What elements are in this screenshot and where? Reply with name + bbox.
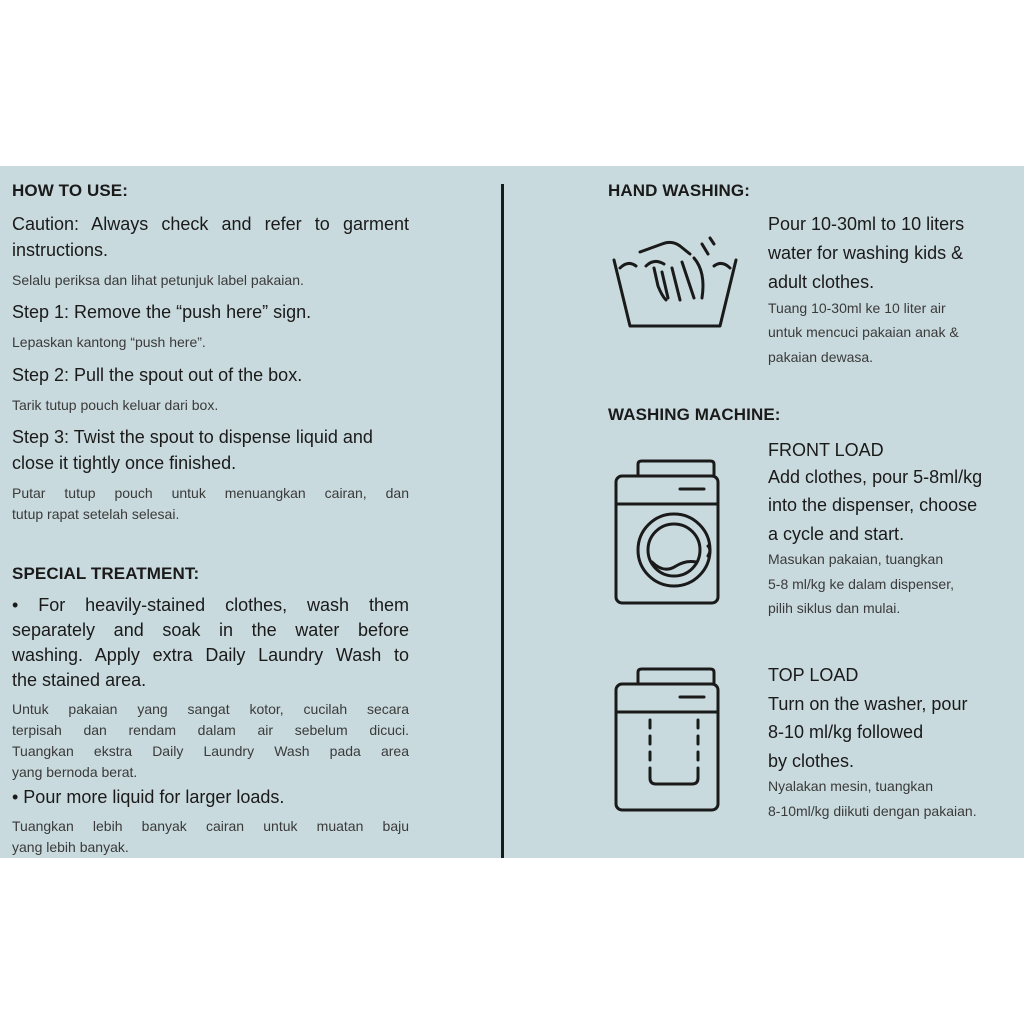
step3-text-cont: close it tightly once finished. [12, 453, 237, 473]
front-load-washer-icon [612, 458, 722, 608]
front-load-title: FRONT LOAD [768, 440, 884, 460]
front-load-text-3: a cycle and start. [768, 524, 905, 544]
top-load-text-2: 8-10 ml/kg followed [768, 722, 924, 742]
top-load-washer-icon [612, 666, 722, 814]
bullet1-text: • For heavily-stained clothes, wash them [12, 595, 409, 615]
hand-wash-icon [610, 228, 740, 332]
bullet1-text-2: separately and soak in the water before [12, 620, 409, 640]
column-divider [501, 184, 504, 858]
hand-wash-text-2: water for washing kids & [768, 243, 964, 263]
caution-text-cont: instructions. [12, 240, 109, 260]
bullet1-text-id-2: terpisah dan rendam dalam air sebelum dicuci. [12, 722, 409, 738]
front-load-text-id-3: pilih siklus dan mulai. [768, 600, 901, 616]
step3-text: Step 3: Twist the spout to dispense liquid and [12, 427, 373, 447]
how-to-use-heading: HOW TO USE: [12, 181, 129, 200]
top-load-text-3: by clothes. [768, 751, 855, 771]
top-load-text: Turn on the washer, pour [768, 694, 968, 714]
step2-text-id: Tarik tutup pouch keluar dari box. [12, 397, 219, 413]
front-load-text: Add clothes, pour 5-8ml/kg [768, 467, 983, 487]
bullet1-text-4: the stained area. [12, 670, 147, 690]
bullet1-text-id: Untuk pakaian yang sangat kotor, cucilah secara [12, 701, 409, 717]
caution-text-id: Selalu periksa dan lihat petunjuk label pakaian. [12, 272, 304, 288]
hand-wash-text-3: adult clothes. [768, 272, 875, 292]
front-load-text-2: into the dispenser, choose [768, 495, 978, 515]
hand-wash-text: Pour 10-30ml to 10 liters [768, 214, 965, 234]
step3-text-id: Putar tutup pouch untuk menuangkan cairan, dan [12, 485, 409, 501]
top-load-text-id-2: 8-10ml/kg diikuti dengan pakaian. [768, 803, 977, 819]
bullet2-text: • Pour more liquid for larger loads. [12, 787, 285, 807]
washing-machine-heading: WASHING MACHINE: [608, 405, 781, 424]
bullet1-text-3: washing. Apply extra Daily Laundry Wash to [12, 645, 409, 665]
hand-wash-text-id-2: untuk mencuci pakaian anak & [768, 324, 959, 340]
step1-text-id: Lepaskan kantong “push here”. [12, 334, 206, 350]
step2-text: Step 2: Pull the spout out of the box. [12, 365, 303, 385]
caution-text: Caution: Always check and refer to garment [12, 214, 409, 234]
bullet2-text-id: Tuangkan lebih banyak cairan untuk muatan baju [12, 818, 409, 834]
special-treatment-heading: SPECIAL TREATMENT: [12, 564, 200, 583]
front-load-text-id: Masukan pakaian, tuangkan [768, 551, 944, 567]
bullet1-text-id-4: yang bernoda berat. [12, 764, 138, 780]
bullet2-text-id-2: yang lebih banyak. [12, 839, 129, 855]
front-load-text-id-2: 5-8 ml/kg ke dalam dispenser, [768, 576, 954, 592]
top-load-text-id: Nyalakan mesin, tuangkan [768, 778, 933, 794]
step3-text-id-cont: tutup rapat setelah selesai. [12, 506, 180, 522]
hand-washing-heading: HAND WASHING: [608, 181, 751, 200]
hand-wash-text-id-3: pakaian dewasa. [768, 349, 874, 365]
step1-text: Step 1: Remove the “push here” sign. [12, 302, 312, 322]
bullet1-text-id-3: Tuangkan ekstra Daily Laundry Wash pada area [12, 743, 409, 759]
top-load-title: TOP LOAD [768, 665, 859, 685]
hand-wash-text-id: Tuang 10-30ml ke 10 liter air [768, 300, 946, 316]
